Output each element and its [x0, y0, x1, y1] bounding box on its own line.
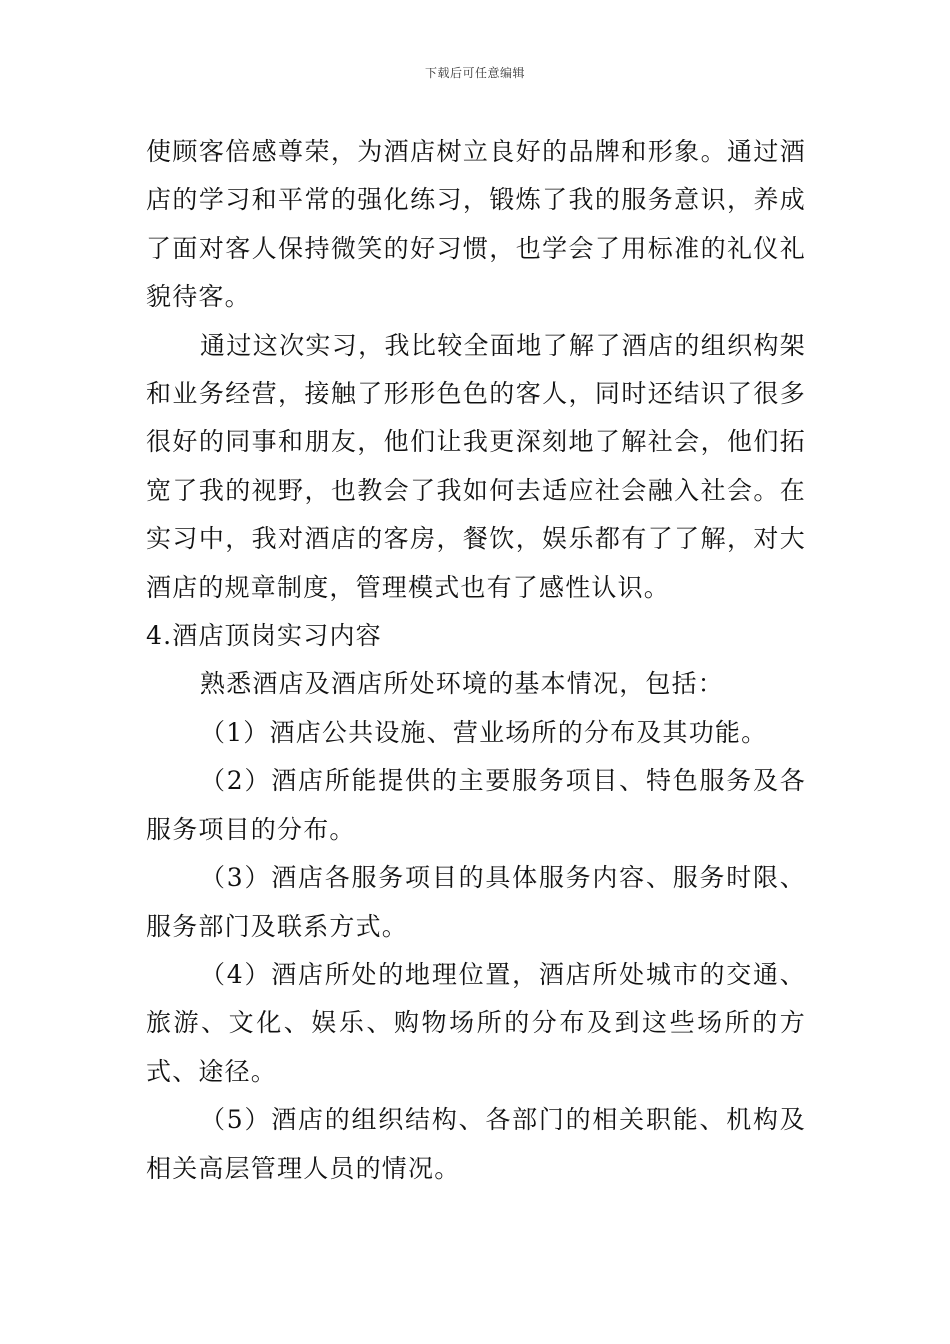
section-heading: 4.酒店顶岗实习内容: [146, 621, 382, 651]
list-item-3: （3）酒店各服务项目的具体服务内容、服务时限、服务部门及联系方式。: [146, 863, 806, 941]
document-body: [146, 128, 806, 1193]
paragraph-intro: 熟悉酒店及酒店所处环境的基本情况，包括：: [200, 669, 725, 699]
paragraph-internship-summary: 通过这次实习，我比较全面地了解了酒店的组织构架和业务经营，接触了形形色色的客人，同时还结识了很多很好的同事和朋友，他们让我更深刻地了解社会，他们拓宽了我的视野，也教会了我如何去适应社会融入社会。在实习中，我对酒店的客房，餐饮，娱乐都有了了解，对大酒店的规章制度，管理模式也有了感性认识。: [146, 330, 806, 602]
list-item-2: （2）酒店所能提供的主要服务项目、特色服务及各服务项目的分布。: [146, 766, 806, 844]
list-item-1: （1）酒店公共设施、营业场所的分布及其功能。: [200, 717, 768, 747]
paragraph-continuation: 使顾客倍感尊荣，为酒店树立良好的品牌和形象。通过酒店的学习和平常的强化练习，锻炼了我的服务意识，养成了面对客人保持微笑的好习惯，也学会了用标准的礼仪礼貌待客。: [146, 137, 806, 312]
page-header-watermark: 下载后可任意编辑: [424, 66, 525, 80]
list-item-4: （4）酒店所处的地理位置，酒店所处城市的交通、旅游、文化、娱乐、购物场所的分布及到这些场所的方式、途径。: [146, 959, 806, 1086]
list-item-5: （5）酒店的组织结构、各部门的相关职能、机构及相关高层管理人员的情况。: [146, 1105, 806, 1183]
